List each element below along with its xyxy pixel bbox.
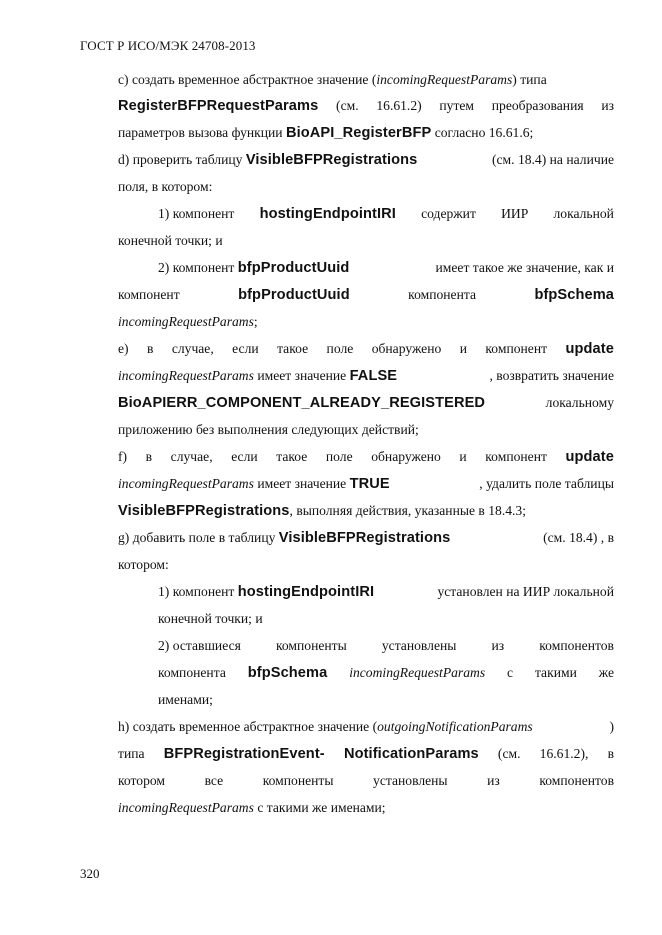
item-h-line-4: incomingRequestParams с такими же именами;	[118, 800, 386, 815]
item-f-line-3: VisibleBFPRegistrations, выполняя действия, указанные в 18.4.3;	[118, 503, 527, 519]
item-h-line-1: h) создать временное абстрактное значение (outgoingNotificationParams )	[118, 719, 614, 734]
item-c-line-3: параметров вызова функции BioAPI_RegisterBFP согласно 16.61.6;	[118, 125, 534, 141]
item-e-line-1: e) в случае, если такое поле обнаружено и компонент update	[118, 341, 614, 357]
item-d-line-2: поля, в котором:	[118, 179, 213, 194]
item-e-line-2: incomingRequestParams имеет значение FALSE , возвратить значение	[118, 368, 614, 384]
page-header: ГОСТ Р ИСО/МЭК 24708-2013	[80, 38, 256, 53]
item-d-sub2-line-1: 2) компонент bfpProductUuid имеет такое же значение, как и	[158, 260, 614, 276]
item-d-sub1-line-1: 1) компонент hostingEndpointIRI содержит ИИР локальной	[158, 206, 614, 222]
item-g-line-1: g) добавить поле в таблицу VisibleBFPRegistrations (см. 18.4) , в	[118, 530, 614, 546]
item-f-line-2: incomingRequestParams имеет значение TRUE , удалить поле таблицы	[118, 476, 614, 492]
item-h-line-2: типа BFPRegistrationEvent- NotificationParams (см. 16.61.2), в	[118, 746, 614, 762]
item-g-line-2: котором:	[118, 557, 169, 572]
param-incoming: incomingRequestParams	[376, 72, 513, 87]
item-f-line-1: f) в случае, если такое поле обнаружено и компонент update	[118, 449, 614, 465]
item-e-line-3: BioAPIERR_COMPONENT_ALREADY_REGISTERED локальному	[118, 395, 614, 411]
item-e-line-4: приложению без выполнения следующих действий;	[118, 422, 419, 437]
item-c-line-1: c) создать временное абстрактное значение (incomingRequestParams) типа	[118, 72, 547, 87]
item-d-sub2-line-2: компонент bfpProductUuid компонента bfpSchema	[118, 287, 614, 303]
item-c-line-2: RegisterBFPRequestParams (см. 16.61.2) путем преобразования из	[118, 98, 614, 114]
item-g-sub2-line-3: именами;	[158, 692, 213, 707]
item-g-sub1-line-1: 1) компонент hostingEndpointIRI установлен на ИИР локальной	[158, 584, 614, 600]
item-d-line-1: d) проверить таблицу VisibleBFPRegistrations (см. 18.4) на наличие	[118, 152, 614, 168]
item-g-sub2-line-2: компонента bfpSchema incomingRequestParams с такими же	[158, 665, 614, 681]
item-g-sub1-line-2: конечной точки; и	[158, 611, 263, 626]
item-g-sub2-line-1: 2) оставшиеся компоненты установлены из компонентов	[158, 638, 614, 653]
item-d-sub2-line-3: incomingRequestParams;	[118, 314, 258, 329]
item-h-line-3: котором все компоненты установлены из компонентов	[118, 773, 614, 788]
page-number: 320	[80, 866, 100, 881]
item-d-sub1-line-2: конечной точки; и	[118, 233, 223, 248]
